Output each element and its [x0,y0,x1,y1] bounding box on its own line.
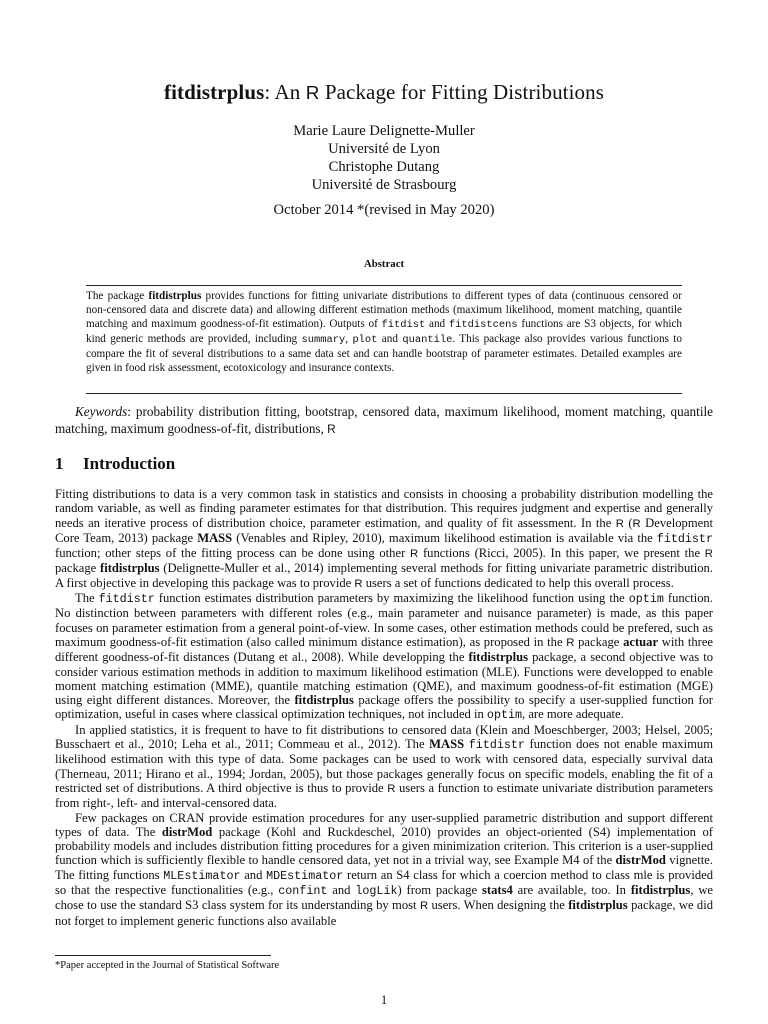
footnote: *Paper accepted in the Journal of Statistical Software [55,960,280,971]
abstract-text: The package fitdistrplus provides functions for fitting univariate distributions to different types of data (continuous censored or non-censored data and discrete data) and allowing different estimation methods (maximum likelihood, moment matching, quantile matching and maximum goodness-of-fit estimation). Outputs of fitdist and fitdistcens functions are S3 objects, for which kind generic methods are provided, including summary, plot and quantile. This package also provides various functions to compare the fit of several distributions to a same data set and can handle bootstrap of parameter estimates. Detailed examples are given in food risk assessment, ecotoxicology and insurance contexts. [86,290,683,374]
abstract-top-rule [86,285,682,286]
paragraph-4: Few packages on CRAN provide estimation procedures for any user-supplied parametric distribution and support different types of data. The distrMod package (Kohl and Ruckdeschel, 2010) provides an object-oriented (S4) implementation of probability models and includes distribution fitting procedures for a given minimization criterion. This criterion is a user-supplied function which is sufficiently flexible to handle censored data, yet not in a trivial way, see Example M4 of the distrMod vignette. The fitting functions MLEstimator and MDEstimator return an S4 class for which a coercion method to class mle is provided so that the respective functionalities (e.g., confint and logLik) from package stats4 are available, too. In fitdistrplus, we chose to use the standard S3 class system for its understanding by most R users. When designing the fitdistrplus package, we did not forget to implement generic functions also available [55,810,714,928]
paragraph-1: Fitting distributions to data is a very common task in statistics and consists in choosing a probability distribution modelling the random variable, as well as finding parameter estimates for that distribution. This requires judgment and expertise and generally needs an iterative process of distribution choice, parameter estimation, and quality of fit assessment. In the R (R Development Core Team, 2013) package MASS (Venables and Ripley, 2010), maximum likelihood estimation is available via the fitdistr function; other steps of the fitting process can be done using other R functions (Ricci, 2005). In this paper, we present the R package fitdistrplus (Delignette-Muller et al., 2014) implementing several methods for fitting univariate parametric distribution. A first objective in developing this package was to provide R users a set of functions dedicated to help this overall process. [55,487,714,590]
author-name-2: Christophe Dutang [328,159,440,175]
paragraph-3: In applied statistics, it is frequent to have to fit distributions to censored data (Klein and Moeschberger, 2003; Helsel, 2005; Busschaert et al., 2010; Leha et al., 2011; Commeau et al., 2012). The MASS fitdistr function does not enable maximum likelihood estimation with this type of data. Some packages can be used to work with censored data, especially survival data (Therneau, 2011; Hirano et al., 1994; Jordan, 2005), but those packages generally focus on specific models, enabling the fit of a restricted set of distributions. A third objective is thus to provide R users a function to estimate univariate distribution parameters from right-, left- and interval-censored data. [55,722,713,811]
abstract-bottom-rule [86,393,682,394]
author-affiliation-1: Université de Lyon [328,141,440,157]
footnote-rule [55,955,271,956]
author-name-1: Marie Laure Delignette-Muller [293,123,475,139]
paragraph-2: The fitdistr function estimates distribution parameters by maximizing the likelihood function using the optim function. No distinction between parameters with different roles (e.g., main parameter and nuisance parameter) is made, as this paper focuses on parameter estimation from a general point-of-view. In some cases, other estimation methods could be prefered, such as maximum goodness-of-fit estimation (also called minimum distance estimation), as proposed in the R package actuar with three different goodness-of-fit distances (Dutang et al., 2008). While developping the fitdistrplus package, a second objective was to consider various estimation methods in addition to maximum likelihood estimation (MLE). Functions were developped to enable moment matching estimation (MME), quantile matching estimation (QME), and maximum goodness-of-fit estimation (MGE) using eight different distances. Moreover, the fitdistrplus package offers the possibility to specify a user-supplied function for optimization, useful in cases where classical optimization techniques, not included in optim, are more adequate. [55,591,714,723]
paper-title: fitdistrplus: An R Package for Fitting Distributions [163,80,605,104]
abstract-heading: Abstract [363,258,405,270]
body-text [55,487,713,928]
section-heading: 1 Introduction [55,454,176,473]
author-affiliation-2: Université de Strasbourg [311,177,457,193]
keywords: Keywords: probability distribution fitting, bootstrap, censored data, maximum likelihood, moment matching, quantile matching, maximum goodness-of-fit, distributions, R [55,404,713,436]
author-block [0,122,768,194]
publication-date: October 2014 *(revised in May 2020) [273,202,495,218]
page-number: 1 [380,993,388,1007]
